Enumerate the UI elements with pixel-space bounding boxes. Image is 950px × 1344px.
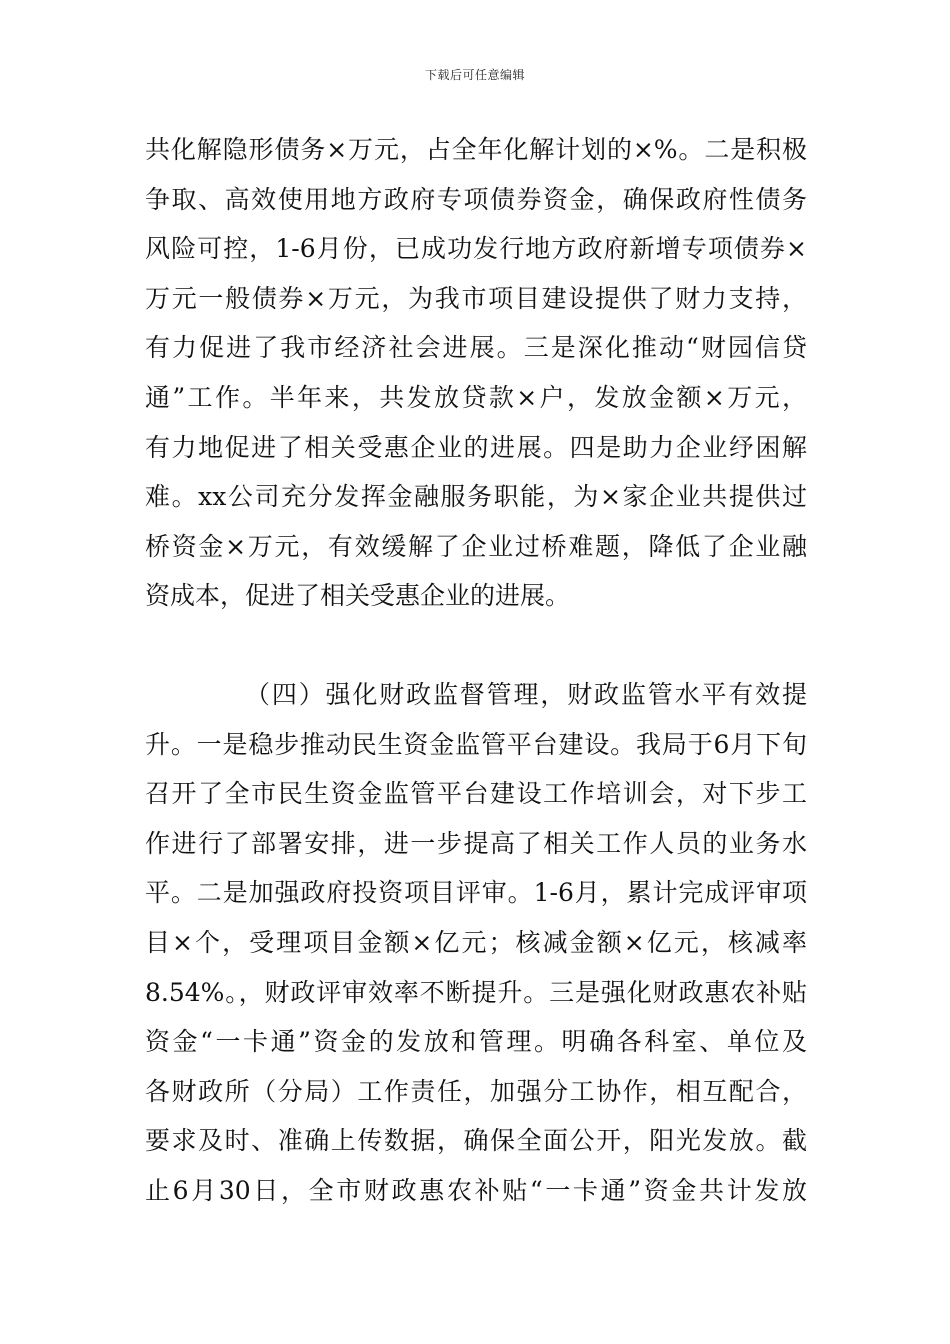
section-heading-line: （四）强化财政监督管理，财政监管水平有效提 <box>245 680 807 709</box>
text-line: 止6月30日，全市财政惠农补贴“一卡通”资金共计发放 <box>145 1175 807 1205</box>
text-line: 目×个，受理项目金额×亿元；核减金额×亿元，核减率 <box>145 927 807 957</box>
text-line: 通”工作。半年来，共发放贷款×户，发放金额×万元， <box>145 382 807 412</box>
text-line: 召开了全市民生资金监管平台建设工作培训会，对下步工 <box>145 779 807 809</box>
text-line: 争取、高效使用地方政府专项债券资金，确保政府性债务 <box>145 184 807 214</box>
text-line: 资金“一卡通”资金的发放和管理。明确各科室、单位及 <box>145 1027 807 1057</box>
text-line: 8.54%。，财政评审效率不断提升。三是强化财政惠农补贴 <box>145 977 807 1007</box>
text-line: 有力地促进了相关受惠企业的进展。四是助力企业纾困解 <box>145 432 807 462</box>
paragraph-fiscal-supervision <box>145 670 807 1216</box>
text-line: 桥资金×万元，有效缓解了企业过桥难题，降低了企业融 <box>145 531 807 561</box>
text-line: 难。xx公司充分发挥金融服务职能，为×家企业共提供过 <box>145 482 807 512</box>
text-line: 要求及时、准确上传数据，确保全面公开，阳光发放。截 <box>145 1126 807 1156</box>
paragraph-debt-management <box>145 125 807 621</box>
text-line: 有力促进了我市经济社会进展。三是深化推动“财园信贷 <box>145 333 807 363</box>
text-line: 平。二是加强政府投资项目评审。1-6月，累计完成评审项 <box>145 878 807 908</box>
page-header: 下载后可任意编辑 <box>424 68 525 82</box>
text-line: 升。一是稳步推动民生资金监管平台建设。我局于6月下旬 <box>145 729 807 759</box>
text-line: 共化解隐形债务×万元，占全年化解计划的×%。二是积极 <box>145 135 807 164</box>
text-line: 各财政所（分局）工作责任，加强分工协作，相互配合， <box>145 1076 807 1106</box>
text-line: 风险可控，1-6月份，已成功发行地方政府新增专项债券× <box>145 234 807 264</box>
text-line: 资成本，促进了相关受惠企业的进展。 <box>145 581 571 611</box>
text-line: 作进行了部署安排，进一步提高了相关工作人员的业务水 <box>145 828 807 858</box>
text-line: 万元一般债券×万元，为我市项目建设提供了财力支持， <box>145 283 807 313</box>
